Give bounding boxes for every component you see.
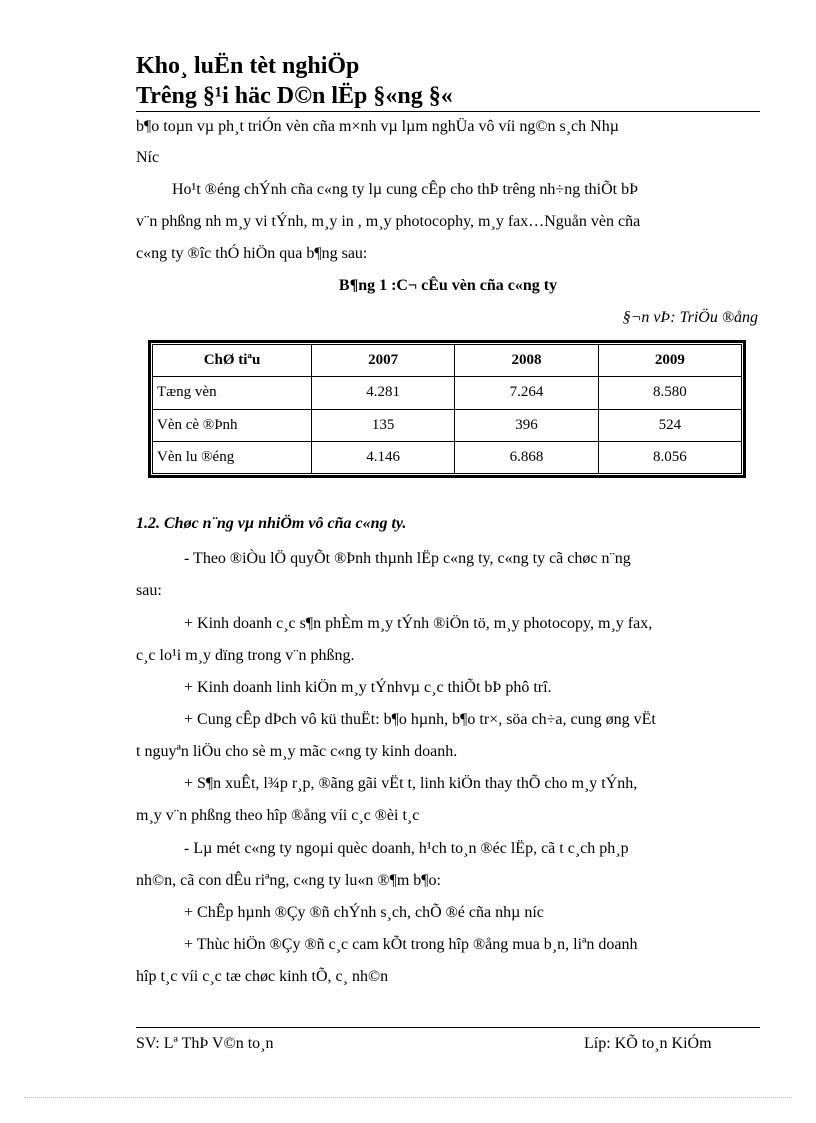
table-cell: Tæng vèn <box>153 377 312 409</box>
body-line: b¶o toµn vµ ph¸t triÓn vèn cña m×nh vµ lµm nghÜa vô víi ng©n s¸ch Nhµ <box>136 118 619 135</box>
body-line: Níc <box>136 149 160 166</box>
header-divider <box>136 111 760 112</box>
header-title-line-2: Trêng §¹i häc D©n lËp §«ng §« <box>136 83 453 109</box>
section-line: - Theo ®iÒu lÖ quyÕt ®Þnh thµnh lËp c«ng ty, c«ng ty cã chøc n¨ng <box>184 550 631 567</box>
table-header-cell: 2007 <box>312 345 455 377</box>
table-caption: B¶ng 1 :C¬ cÊu vèn cña c«ng ty <box>338 277 558 294</box>
section-line: sau: <box>136 582 162 599</box>
table-cell: 6.868 <box>455 441 598 473</box>
table-header-cell: 2009 <box>598 345 741 377</box>
section-line: nh©n, cã con dÊu riªng, c«ng ty lu«n ®¶m b¶o: <box>136 872 441 889</box>
section-line: m¸y v¨n phßng theo hîp ®ång víi c¸c ®èi t¸c <box>136 807 420 824</box>
footer-divider <box>136 1027 760 1028</box>
table-header-cell: ChØ tiªu <box>153 345 312 377</box>
section-line: + S¶n xuÊt, l¾p r¸p, ®ãng gãi vËt t, linh kiÖn thay thÕ cho m¸y tÝnh, <box>184 775 638 792</box>
table-cell: 7.264 <box>455 377 598 409</box>
body-line: c«ng ty ®îc thÓ hiÖn qua b¶ng sau: <box>136 245 368 262</box>
section-line: - Lµ mét c«ng ty ngoµi quèc doanh, h¹ch to¸n ®éc lËp, cã t c¸ch ph¸p <box>184 840 629 857</box>
table-cell: Vèn cè ®Þnh <box>153 409 312 441</box>
table-unit: §¬n vÞ: TriÖu ®ång <box>622 309 758 326</box>
table-row <box>153 441 742 473</box>
section-line: + Thùc hiÖn ®Çy ®ñ c¸c cam kÕt trong hîp ®ång mua b¸n, liªn doanh <box>184 936 638 953</box>
table-cell: 8.580 <box>598 377 741 409</box>
table-cell: 524 <box>598 409 741 441</box>
section-line: hîp t¸c víi c¸c tæ chøc kinh tÕ, c¸ nh©n <box>136 968 389 985</box>
table-row <box>153 409 742 441</box>
table-header-cell: 2008 <box>455 345 598 377</box>
table-cell: 4.281 <box>312 377 455 409</box>
table-header-row <box>153 345 742 377</box>
table-row <box>153 377 742 409</box>
capital-structure-table <box>148 340 746 478</box>
body-line: v¨n phßng nh m¸y vi tÝnh, m¸y in , m¸y photocophy, m¸y fax…Nguån vèn cña <box>136 213 641 230</box>
section-line: + Cung cÊp dÞch vô kü thuËt: b¶o hµnh, b¶o tr×, söa ch÷a, cung øng vËt <box>184 711 656 728</box>
table-cell: 396 <box>455 409 598 441</box>
table-cell: 4.146 <box>312 441 455 473</box>
section-line: t nguyªn liÖu cho sè m¸y mãc c«ng ty kinh doanh. <box>136 743 458 760</box>
table-cell: 135 <box>312 409 455 441</box>
table-cell: 8.056 <box>598 441 741 473</box>
section-heading: 1.2. Chøc n¨ng vµ nhiÖm vô cña c«ng ty. <box>136 515 407 532</box>
body-line: Ho¹t ®éng chÝnh cña c«ng ty lµ cung cÊp cho thÞ trêng nh÷ng thiÕt bÞ <box>172 181 638 198</box>
header-title-line-1: Kho¸ luËn tèt nghiÖp <box>136 53 360 79</box>
page-bottom-edge <box>24 1097 792 1098</box>
section-line: + Kinh doanh c¸c s¶n phÈm m¸y tÝnh ®iÖn tö, m¸y photocopy, m¸y fax, <box>184 615 653 632</box>
section-line: c¸c lo¹i m¸y dïng trong v¨n phßng. <box>136 647 355 664</box>
section-line: + Kinh doanh linh kiÖn m¸y tÝnhvµ c¸c thiÕt bÞ phô trî. <box>184 679 552 696</box>
table-cell: Vèn lu ®éng <box>153 441 312 473</box>
footer-class: Líp: KÕ to¸n KiÓm <box>584 1035 712 1052</box>
section-line: + ChÊp hµnh ®Çy ®ñ chÝnh s¸ch, chÕ ®é cña nhµ níc <box>184 904 544 921</box>
footer-student: SV: Lª ThÞ V©n to¸n <box>136 1035 274 1052</box>
